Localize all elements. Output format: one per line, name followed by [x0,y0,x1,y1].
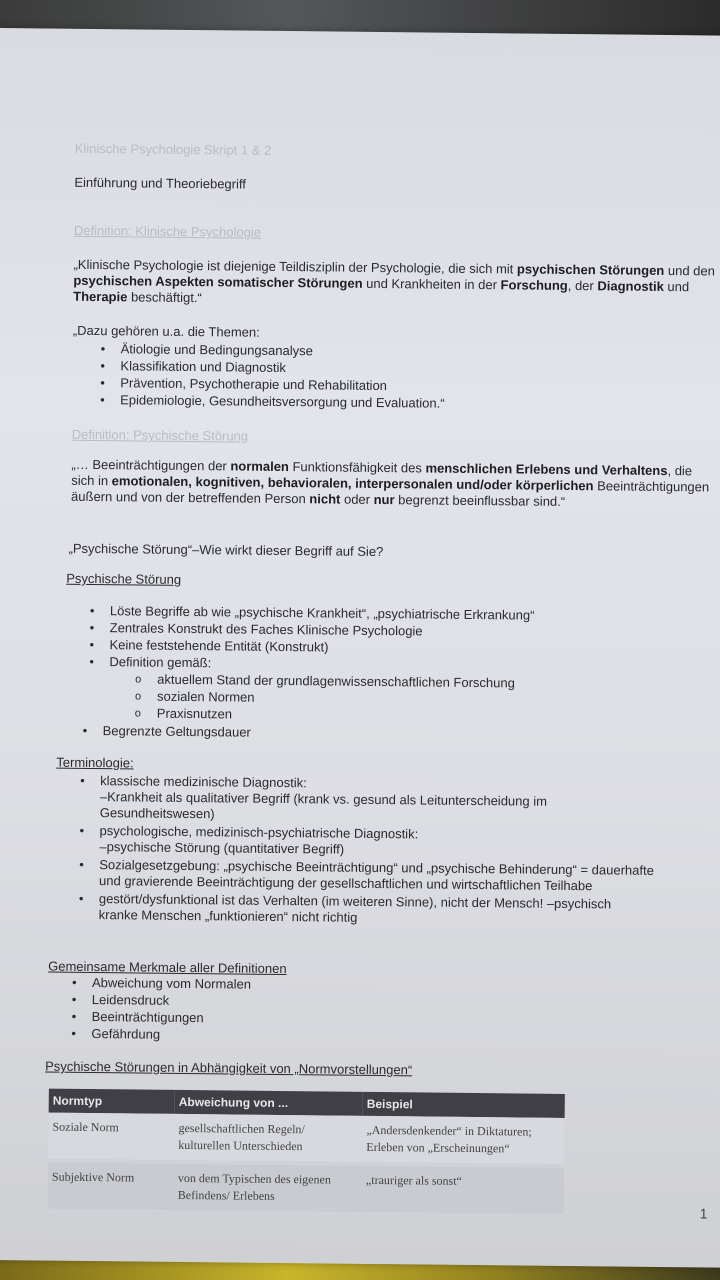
validity-list [79,723,251,742]
list-item: • Klassifikation und Diagnostik [96,358,445,379]
list-item: • Begrenzte Geltungsdauer [79,723,251,742]
list-item: o sozialen Normen [133,688,515,709]
list-item: • Prävention, Psychotherapie und Rehabilitation [96,375,445,396]
common-features-list [67,975,251,1045]
column-header: Normtyp [49,1089,175,1114]
list-item: • gestört/dysfunktional ist das Verhalten (im weiteren Sinne), nicht der Mensch! –psychisch kranke Menschen „funktionieren“ nicht richtig [75,891,720,930]
table-cell: von dem Typischen des eigenen Befindens/ Erlebens [174,1162,363,1214]
table-cell: gesellschaftlichen Regeln/ kulturellen Unterschieden [174,1114,362,1164]
list-item: o aktuellem Stand der grundlagenwissenschaftlichen Forschung [133,671,515,692]
list-item: • psychologische, medizinisch-psychiatrische Diagnostik: –psychische Störung (quantitativer Begriff) [75,823,720,862]
table-row [48,1113,564,1166]
terminology-list [75,773,720,930]
list-item: • Definition gemäß: [85,654,534,676]
table-cell: „trauriger als sonst“ [362,1164,565,1216]
question-text: „Psychische Störung“–Wie wirkt dieser Begriff auf Sie? [68,540,384,560]
list-item: • Epidemiologie, Gesundheitsversorgung und Evaluation.“ [96,392,445,413]
list-item: • Abweichung vom Normalen [68,975,251,994]
column-header: Beispiel [363,1092,565,1118]
list-item: • Ätiologie und Bedingungsanalyse [97,341,446,362]
table-row [48,1161,564,1216]
list-item: • Löste Begriffe ab wie „psychische Krankheit“, „psychiatrische Erkrankung“ [86,603,535,625]
table-cell: „Andersdenkender“ in Diktaturen; Erleben von „Erscheinungen“ [362,1116,564,1166]
definition-sublist [133,671,515,726]
document-header: Klinische Psychologie Skript 1 & 2 [74,140,272,158]
themes-intro: „Dazu gehören u.a. die Themen: [72,322,260,340]
definition-heading-disorder: Definition: Psychische Störung [71,426,249,444]
disorder-heading: Psychische Störung [66,570,182,587]
list-item: • Keine feststehende Entität (Konstrukt) [85,637,534,659]
table-cell: Soziale Norm [48,1113,174,1162]
list-item: • Leidensdruck [68,992,251,1011]
list-item: • Zentrales Konstrukt des Faches Klinische Psychologie [86,620,535,642]
list-item: • Gefährdung [67,1026,250,1045]
common-features-heading: Gemeinsame Merkmale aller Definitionen [48,958,287,977]
definition-quote-clinical: „Klinische Psychologie ist diejenige Teildisziplin der Psychologie, die sich mit psychischen Störungen und den psychischen Aspekten somatischer Störungen und Krankheiten in der Forschung, der Diagnostik und Therapie beschäftigt.“ [73,256,715,306]
list-item: • klassische medizinische Diagnostik: –Krankheit als qualitativer Begriff (krank vs. gesund als Leitunterscheidung im Gesundheitswesen) [76,773,720,828]
list-item: o Praxisnutzen [133,705,515,726]
terminology-heading: Terminologie: [56,754,134,771]
themes-list [96,341,445,413]
norms-table [48,1089,565,1218]
list-item: • Sozialgesetzgebung: „psychische Beeinträchtigung“ und „psychische Behinderung“ = dauerhafte und gravierende Beeinträchtigung der gesellschaftlichen und wirtschaftlichen Teilhabe [75,857,720,896]
list-item: • Beeinträchtigungen [68,1009,251,1028]
intro-heading: Einführung und Theoriebegriff [74,174,247,192]
norms-heading: Psychische Störungen in Abhängigkeit von „Normvorstellungen“ [45,1058,413,1078]
document-page [0,28,720,1268]
definition-heading-clinical: Definition: Klinische Psychologie [73,222,262,240]
definition-quote-disorder: „… Beeinträchtigungen der normalen Funktionsfähigkeit des menschlichen Erlebens und Verhaltens, die sich in emotionalen, kognitiven, behavioralen, interpersonalen und/oder körperlichen Beeinträchtigungen äußern und von der betreffenden Person nicht oder nur begrenzt beeinflussbar sind.“ [71,456,710,509]
table-cell: Subjektive Norm [48,1161,175,1212]
column-header: Abweichung von ... [175,1090,363,1116]
disorder-list [85,603,534,676]
page-number: 1 [699,1205,708,1222]
